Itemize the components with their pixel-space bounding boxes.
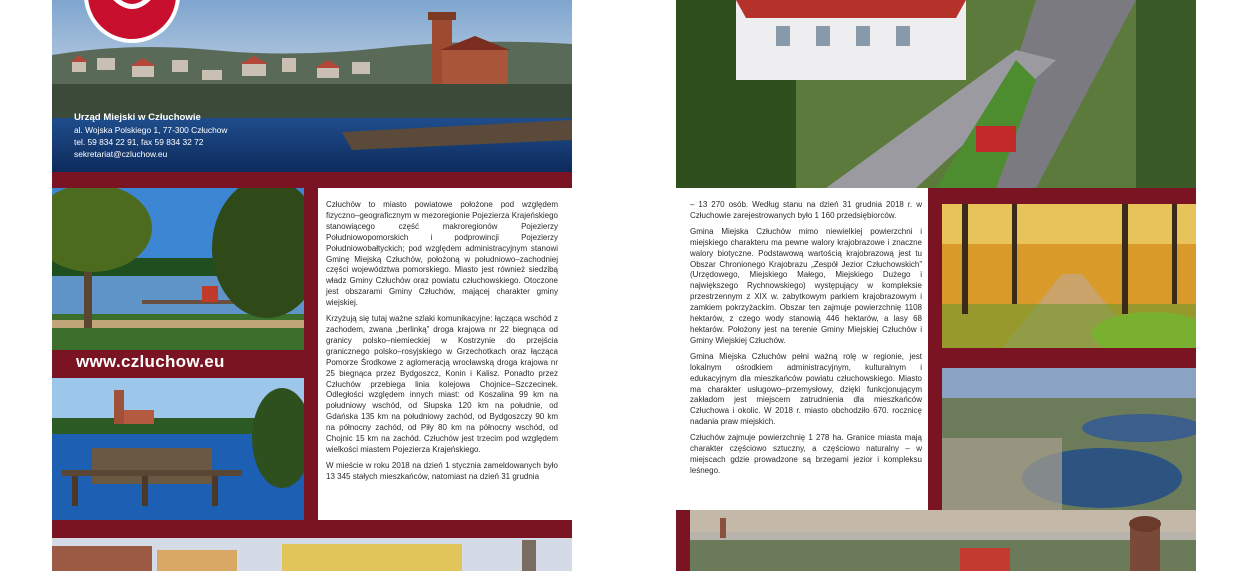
autumn-forest-photo <box>942 204 1196 348</box>
town-bottom-photo <box>690 510 1196 571</box>
aerial-lake-photo <box>942 368 1196 510</box>
maroon-sidebar <box>928 204 942 510</box>
paragraph: W mieście w roku 2018 na dzień 1 stycznia zameldowanych było 13 345 stałych mieszkańców, natomiast na dzień 31 grudnia <box>326 460 558 481</box>
paragraph: Gmina Miejska Człuchów mimo niewielkiej powierzchni i miejskiego charakteru ma pewne walory krajobrazowe i znaczne walory biotyczne. Podstawową wartością krajobrazową jest tu Obszar Chronionego Krajobrazu „Zespół Jezior Człuchowskich” (Urzędowego, Miejskiego Małego, Miejskiego Dużego i największego Rychnowskiego) występujący w kompleksie przestrzennym z XIX w. zabytkowym parkiem krajobrazowym i zamkiem pokrzyżackim. Obszar ten zajmuje powierzchnię 1108 hektarów, z czego wody stanowią 446 hektarów, a lasy 68 hektarów. Położony jest na terenie Gminy Miejskiej Człuchów i Gminy Wiejskiej Człuchów. <box>690 226 922 345</box>
maroon-band <box>52 520 572 538</box>
right-page <box>676 0 1196 571</box>
text-column-left <box>326 200 558 488</box>
maroon-band <box>52 172 572 188</box>
office-email: sekretariat@czluchow.eu <box>74 149 168 159</box>
office-address: al. Wojska Polskiego 1, 77-300 Człuchow <box>74 125 228 135</box>
office-phone: tel. 59 834 22 91, fax 59 834 32 72 <box>74 137 204 147</box>
office-name: Urząd Miejski w Człuchowie <box>74 112 201 123</box>
town-square-photo <box>52 538 572 571</box>
paragraph: – 13 270 osób. Według stanu na dzień 31 grudnia 2018 r. w Człuchowie zarejestrowanych było 1 160 przedsiębiorców. <box>690 200 922 220</box>
maroon-band <box>942 348 1196 368</box>
maroon-sidebar <box>304 188 318 522</box>
paragraph: Człuchów zajmuje powierzchnię 1 278 ha. Granice miasta mają charakter częściowo sztuczny, a częściowo naturalny – w miejscach gdzie prowadzone są brzegami jezior i kompleksu leśnego. <box>690 433 922 475</box>
aerial-street-photo <box>676 0 1196 188</box>
paragraph: Krzyżują się tutaj ważne szlaki komunikacyjne: łącząca wschód z zachodem, zwana „berlinką” droga krajowa nr 22 biegnąca od granicy polsko–niemieckiej w Kostrzynie do przejścia granicznego polsko–rosyjskiego w Grzechotkach oraz łącząca Pomorze Środkowe z aglomeracją wrocławską droga krajowa nr 25 biegnąca przez Bydgoszcz, Konin i Kalisz. Ponadto przez Człuchów przebiega linia kolejowa Chojnice–Szczecinek. Odległości względem innych miast: od Koszalina 99 km na południowy wschód, od Słupska 120 km na południe, od Gdańska 135 km na południowy zachód, od Bydgoszczy 90 km na północny zachód, od Piły 80 km na północny wschód, od Chojnic 15 km na zachód. Człuchów jest trzecim pod względem wielkości miastem Pojezierza Krajeńskiego. <box>326 314 558 454</box>
paragraph: Człuchów to miasto powiatowe położone pod względem fizyczno–geograficznym w mezoregionie Pojezierza Krajeńskiego stanowiącego część makroregionów Pojezierzy Południowopomorskich i podprowincji Pojezierzy Południowobałtyckich; pod względem administracyjnym stanowi Gminę Miejską Człuchów, położoną w południowo–zachodniej części województwa pomorskiego. Miasto jest również siedzibą władz Gminy Człuchów oraz powiatu człuchowskiego. Otoczone jest obszarami Gminy Człuchów, mającej charakter gminy wiejskiej. <box>326 200 558 308</box>
text-column-right <box>690 200 922 482</box>
paragraph: Gmina Miejska Człuchów pełni ważną rolę w regionie, jest lokalnym ośrodkiem administracyjnym, kulturalnym i edukacyjnym dla mieszkańców powiatu człuchowskiego. Miasto ma charakter usługowo–przemysłowy, dzięki funkcjonującym zakładom jest miejscem zatrudnienia dla mieszkańców Człuchowa i okolic. W 2018 r. miasto obchodziło 670. rocznicę nadania praw miejskich. <box>690 351 922 427</box>
lake-tree-photo <box>52 188 304 350</box>
castle-lake-photo <box>52 378 304 520</box>
maroon-sidebar <box>676 510 690 571</box>
office-contact <box>74 112 227 160</box>
left-page <box>52 0 572 571</box>
maroon-band <box>928 188 1196 204</box>
website-url: www.czluchow.eu <box>76 352 225 371</box>
